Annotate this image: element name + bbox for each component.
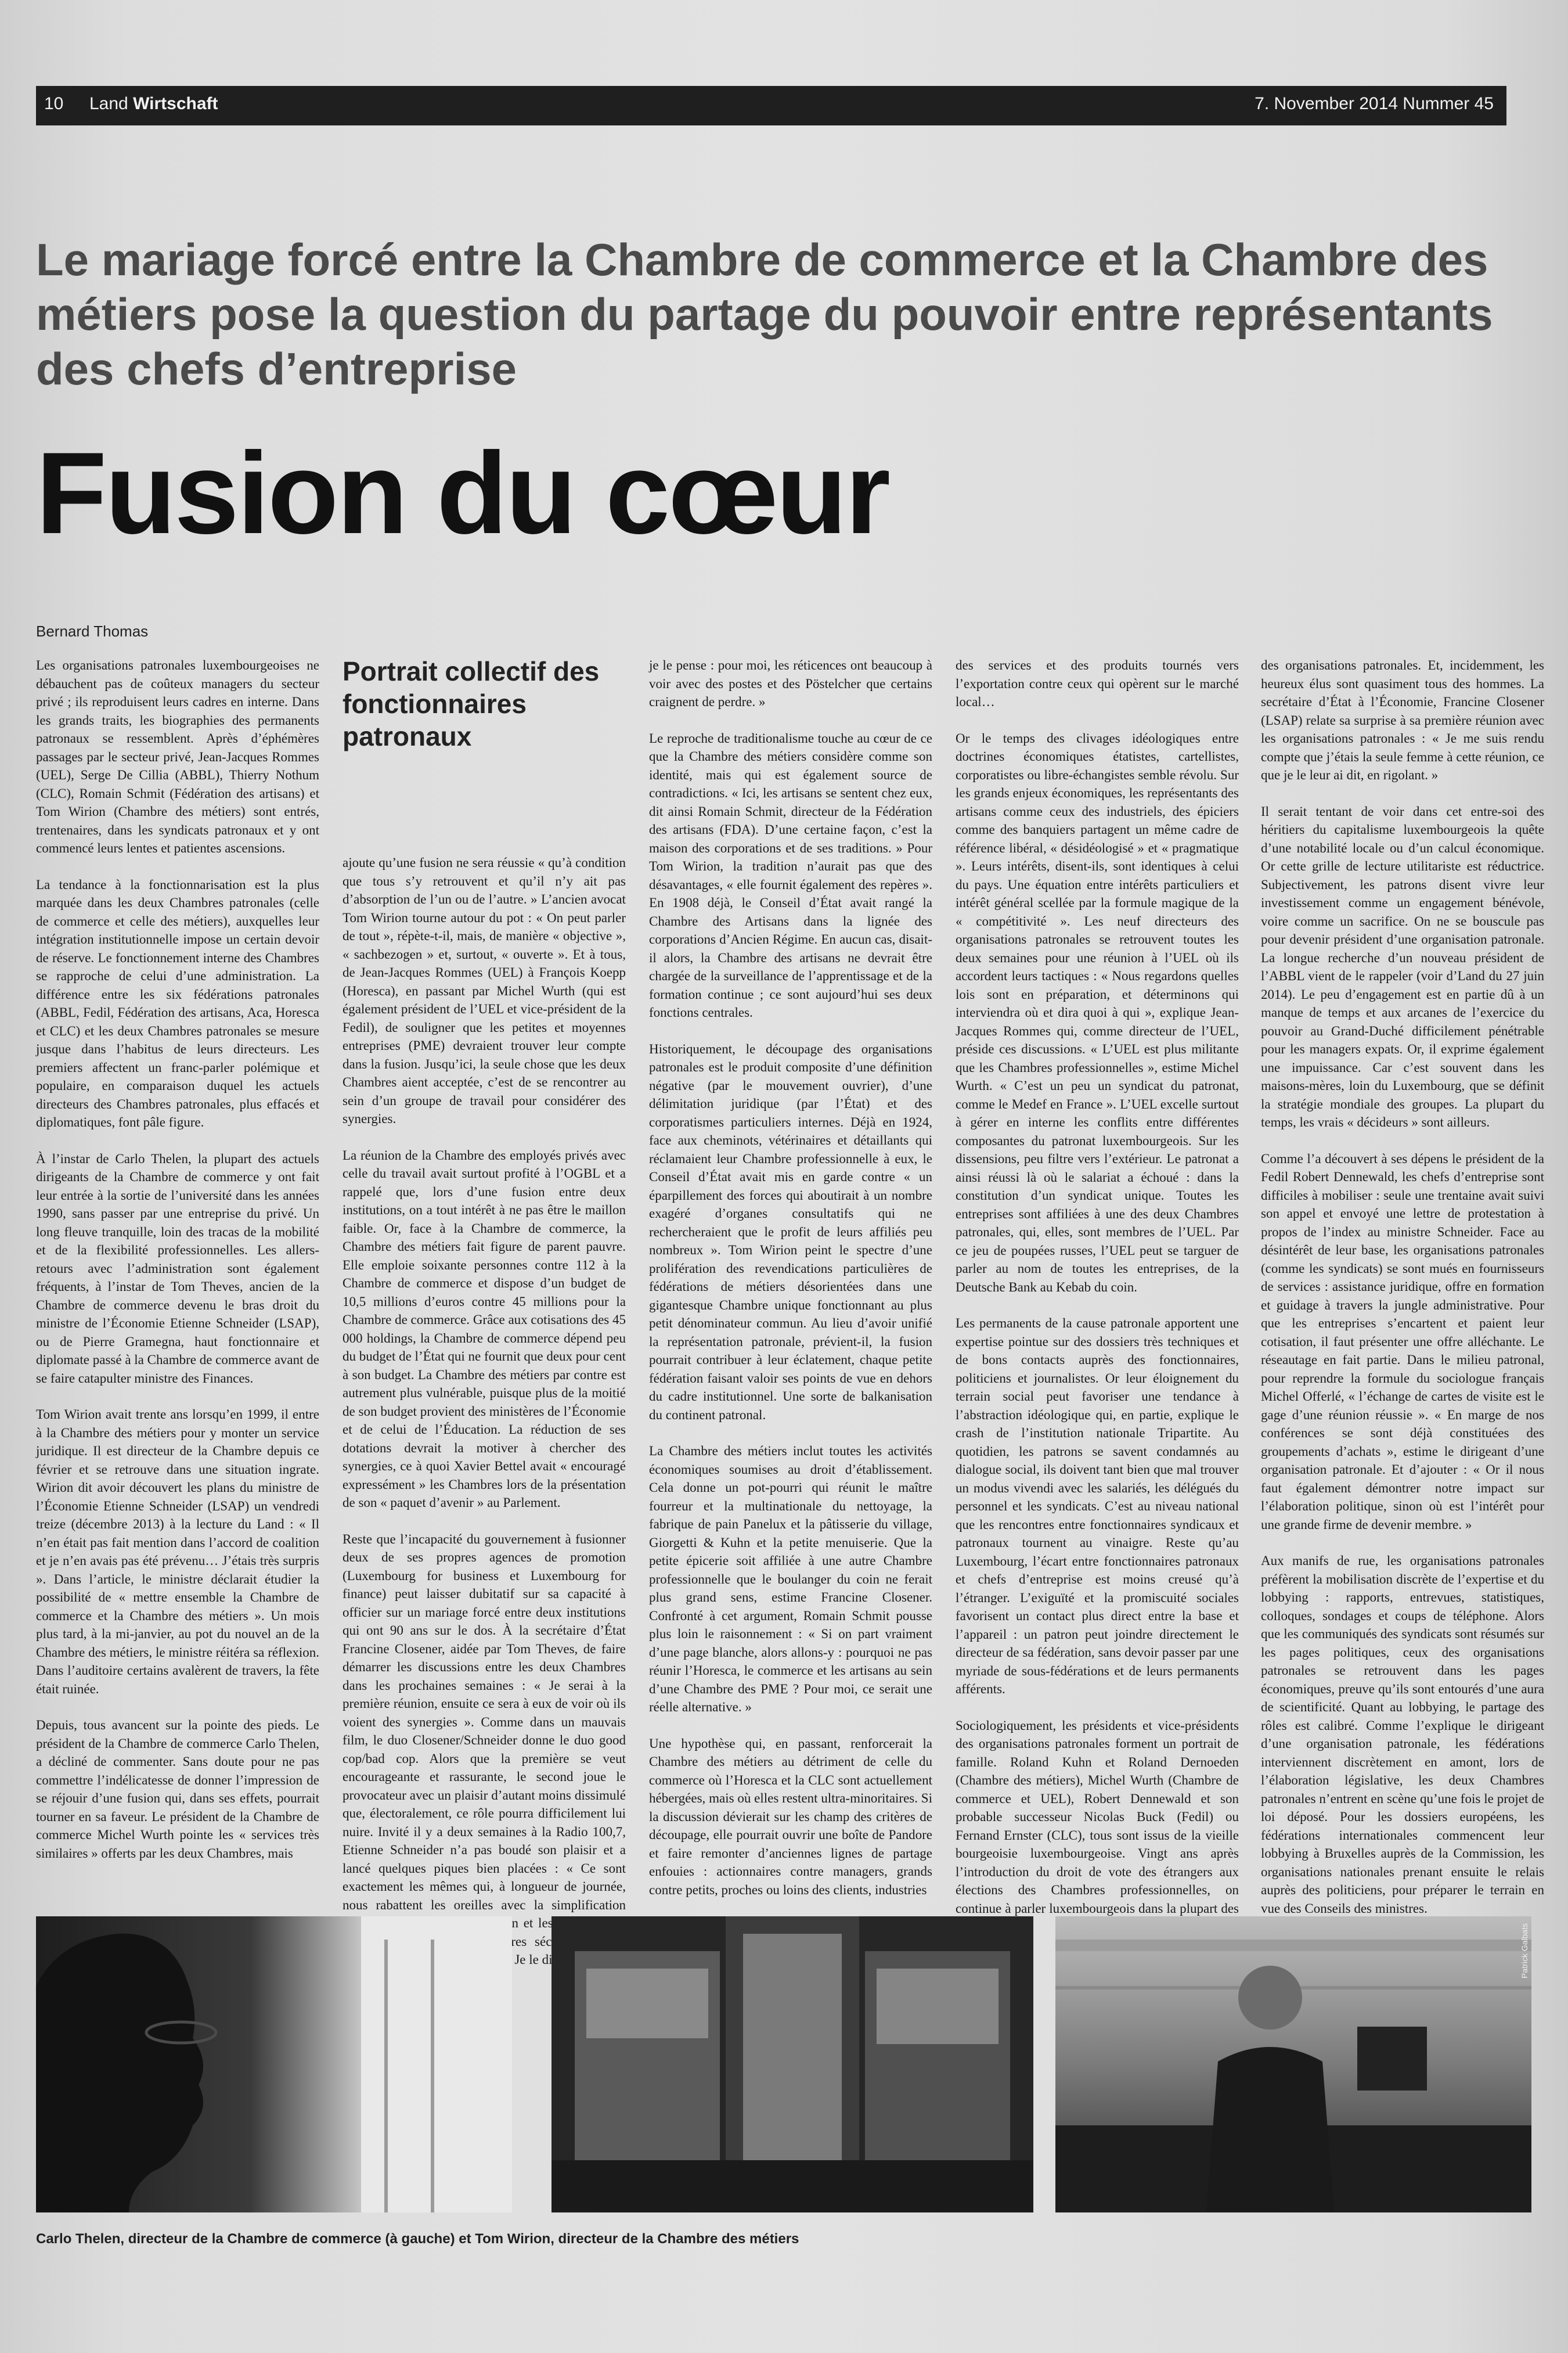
photo-caption: Carlo Thelen, directeur de la Chambre de commerce (à gauche) et Tom Wirion, directeur de la Chambre des métiers — [36, 2231, 799, 2247]
photo-carlo-thelen — [36, 1916, 512, 2212]
paragraph: Sociologiquement, les présidents et vice-présidents des organisations patronales forment un portrait de famille. Roland Kuhn et Roland Dernoeden (Chambre des métiers), Michel Wurth (Chambre de commerce et UEL), Robert Dennewald et son probable successeur Nicolas Buck (Fedil) ou Fernand Ernster (CLC), tous sont issus de la vieille bourgeoisie luxembourgeoise. Vingt ans après l’introduction du droit de vote des étrangers aux élections des Chambres professionnelles, on continue à parler luxembourgeois dans la plupart des — [956, 1718, 1239, 1916]
paragraph: Comme l’a découvert à ses dépens le président de la Fedil Robert Dennewald, les chefs d’entreprise sont difficiles à mobiliser : seule une trentaine avait suivi son appel et envoyé une lettre de protestation à propos de l’index au ministre Schneider. Face au désintérêt de leur base, les organisations patronales (comme les syndicats) se sont mués en fournisseurs de services : assistance juridique, offre en formation et guidage à travers la jungle administrative. Pour que les entreprises s’encartent et paient leur cotisation, il faut présenter une offre alléchante. Le réseautage en fait partie. Dans le milieu patronal, pour reprendre la formule du sociologue français Michel Offerlé, « l’échange de cartes de visite est le gage d’une réunion réussie ». « En marge de nos conférences se sont déjà constituées des groupements d’achats », estime le dirigeant d’une organisation patronale. Et d’ajouter : « Or il nous faut également démontrer notre impact sur l’élaboration politique, sinon où est l’intérêt pour une grande firme de devenir membre. » — [1261, 1151, 1544, 1532]
page-number: 10 — [44, 94, 64, 113]
paragraph: À l’instar de Carlo Thelen, la plupart des actuels dirigeants de la Chambre de commerce y ont fait leur entrée à la sortie de l’université dans les années 1990, sans passer par une entreprise du privé. Un long fleuve tranquille, loin des tracas de la mobilité et de la flexibilité professionnelles. Les allers-retours avec l’administration sont également fréquents, à l’instar de Tom Theves, ancien de la Chambre de commerce devenu le bras droit du ministre de l’Économie Etienne Schneider (LSAP), ou de Pierre Gramegna, haut fonctionnaire et diplomate passé à la Chambre de commerce avant de se faire catapulter ministre des Finances. — [36, 1151, 319, 1386]
paragraph: Il serait tentant de voir dans cet entre-soi des héritiers du capitalisme luxembourgeois la quête d’une notabilité locale ou d’un calcul économique. Or cette grille de lecture utilitariste est réductrice. Subjectivement, les patrons disent vivre leur investissement comme un engagement bénévole, voire comme un sacrifice. On ne se bouscule pas pour devenir président d’une organisation patronale. La longue recherche d’un nouveau président de l’ABBL vient de le rappeler (voir d’Land du 27 juin 2014). Le peu d’engagement est en partie dû à un manque de temps et aux arcanes de l’exercice du pouvoir au Grand-Duché difficilement pénétrable pour les managers expats. Or, il exprime également une impuissance. Car c’est souvent dans les maisons-mères, loin du Luxembourg, que se définit la stratégie mondiale des groupes. La plupart du temps, les vrais « décideurs » sont ailleurs. — [1261, 804, 1544, 1129]
article-byline: Bernard Thomas — [36, 623, 149, 640]
paragraph: Tom Wirion avait trente ans lorsqu’en 1999, il entre à la Chambre des métiers pour y monter un service juridique. Il est directeur de la Chambre depuis ce février et se retrouve dans une situation ingrate. Wirion dit avoir découvert les plans du ministre de l’Économie Etienne Schneider (LSAP) un vendredi treize (décembre 2013) à la lecture du Land : « Il n’en était pas fait mention dans l’accord de coalition et je n’en avais pas été prévenu… J’étais très surpris ». Dans l’article, le ministre déclarait étudier la possibilité de « mettre ensemble la Chambre de commerce et la Chambre des métiers ». Un mois plus tard, à la mi-janvier, au pot du nouvel an de la Chambre des métiers, le ministre réitéra sa réflexion. Dans l’auditoire certains avalèrent de travers, la fête était ruinée. — [36, 1407, 319, 1696]
paragraph: Les permanents de la cause patronale apportent une expertise pointue sur des dossiers très techniques et de bons contacts auprès des fonctionnaires, politiciens et journalistes. Or leur éloignement du terrain social peut favoriser une tendance à l’abstraction idéologique qui, en partie, explique le crash de l’institution nationale Tripartite. Au quotidien, les patrons se savent condamnés au dialogue social, ils doivent tant bien que mal trouver un modus vivendi avec les salariés, les délégués du personnel et les syndicats. C’est au niveau national que les rencontres entre fonctionnaires syndicaux et patronaux tournent au vinaigre. Reste qu’au Luxembourg, l’écart entre fonctionnaires patronaux et chefs d’entreprise est moins creusé qu’à l’étranger. L’exiguïté et la promiscuité sociales favorisent un contact plus direct entre la base et l’appareil : un patron peut joindre directement le directeur de sa fédération, sans devoir passer par une myriade de sous-fédérations et de leurs permanents afférents. — [956, 1316, 1239, 1696]
paragraph: Or le temps des clivages idéologiques entre doctrines économiques étatistes, cartellistes, corporatistes ou libre-échangistes semble révolu. Sur les grands enjeux économiques, les représentants des artisans comme ceux des industriels, des épiciers comme des banquiers partagent un même cadre de référence libéral, « désidéologisé » et « pragmatique ». Leurs intérêts, disent-ils, sont identiques à celui du pays. Une équation entre intérêts particuliers et intérêt général scellée par la formule magique de la « compétitivité ». Les neuf directeurs des organisations patronales se retrouvent toutes les deux semaines pour une réunion à l’UEL où ils accordent leurs tactiques : « Nous regardons quelles lois sont en préparation, et déterminons qui interviendra où et dira quoi à qui », explique Jean-Jacques Rommes qui, comme directeur de l’UEL, préside ces discussions. « L’UEL est plus militante que les Chambres professionnelles », estime Michel Wurth. « C’est un peu un syndicat du patronat, comme le Medef en France ». L’UEL excelle surtout à gérer en interne les conflits entre différentes composantes du patronat luxembourgeois. Sur les dissensions, peu filtre vers l’extérieur. Le patronat a ainsi réussi là où le salariat a échoué : dans la constitution d’un syndicat unique. Toutes les entreprises sont affiliées à une des deux Chambres patronales, qui, elles, sont membres de l’UEL. Par ce jeu de poupées russes, l’UEL peut se targuer de parler au nom de toutes les entreprises, de la Deutsche Bank au Kebab du coin. — [956, 731, 1239, 1294]
paragraph: La tendance à la fonctionnarisation est la plus marquée dans les deux Chambres patronales (celle de commerce et celle des métiers), auxquelles leur intégration institutionnelle impose un certain devoir de réserve. Le fonctionnement interne des Chambres se rapproche de celui d’une administration. La différence entre les six fédérations patronales (ABBL, Fedil, Fédération des artisans, Aca, Horesca et CLC) et les deux Chambres patronales se mesure jusque dans l’habitus de leurs directeurs. Les premiers affectent un franc-parler polémique et populaire, en comparaison duquel les actuels directeurs des Chambres patronales, plus effacés et diplomatiques, font pâle figure. — [36, 877, 319, 1129]
paragraph: La Chambre des métiers inclut toutes les activités économiques soumises au droit d’établissement. Cela donne un pot-pourri qui réunit le maître fourreur et la multinationale du nettoyage, la fabrique de pain Panelux et la pâtisserie du village, Giorgetti & Kuhn et la petite menuiserie. Que la petite épicerie soit affiliée à une autre Chambre professionnelle que le boulanger du coin ne ferait plus grand sens, estime Francine Closener. Confronté à cet argument, Romain Schmit pousse plus loin le raisonnement : « Si on part vraiment d’une page blanche, alors allons-y : pourquoi ne pas réunir l’Horesca, le commerce et les artisans au sein d’une Chambre des PME ? Pour moi, ce serait une réelle alternative. » — [649, 1444, 932, 1714]
paragraph: des services et des produits tournés vers l’exportation contre ceux qui opèrent sur le marché local… — [956, 658, 1239, 709]
article-column-2 — [343, 854, 626, 1987]
publication-name: Land — [89, 94, 128, 113]
portrait-at-desk — [1055, 1916, 1531, 2212]
article-column-5 — [1261, 656, 1544, 1935]
office-scene — [551, 1916, 1033, 2212]
paragraph: ajoute qu’une fusion ne sera réussie « qu’à condition que tous s’y retrouvent et qu’il n’y ait pas d’absorption de l’un ou de l’autre. » L’ancien avocat Tom Wirion tourne autour du pot : « On peut parler de tout », répète-t-il, mais, de manière « objective », « sachbezogen » et, surtout, « ouverte ». Et à tous, de Jean-Jacques Rommes (UEL) à François Koepp (Horesca), en passant par Michel Wurth (qui est également président de l’UEL et vice-président de la Fedil), de souligner que les petites et moyennes entreprises (PME) devraient trouver leur compte dans la fusion. Jusqu’ici, la seule chose que les deux Chambres aient acceptée, c’est de se rencontrer au sein d’un groupe de travail pour considérer des synergies. — [343, 855, 626, 1126]
article-column-1 — [36, 656, 319, 1880]
paragraph: Une hypothèse qui, en passant, renforcerait la Chambre des métiers au détriment de celle du commerce où l’Horesca et la CLC sont actuellement hébergées, mais où elles restent ultra-minoritaires. Si la discussion dévierait sur les champ des critères de découpage, elle pourrait ouvrir une boîte de Pandore et faire remonter d’anciennes lignes de partage enfouies : actionnaires contre managers, grands contre petits, proches ou loins des clients, industries — [649, 1736, 932, 1897]
paragraph: La réunion de la Chambre des employés privés avec celle du travail avait surtout profité à l’OGBL et a rappelé que, lors d’une fusion entre deux institutions, on a tout intérêt à ne pas être le maillon faible. Or, face à la Chambre de commerce, la Chambre des métiers fait figure de parent pauvre. Elle emploie soixante personnes contre 112 à la Chambre de commerce et dispose d’un budget de 10,5 millions d’euros contre 45 millions pour la Chambre de commerce. Grâce aux cotisations des 45 000 holdings, la Chambre de commerce dépend peu du budget de l’État qui ne fournit que deux pour cent à son budget. La Chambre des métiers par contre est autrement plus vulnérable, puisque plus de la moitié de son budget provient des ministères de l’Économie et de celui de l’Éducation. La réduction de ses dotations devrait la motiver à chercher des synergies, ce à quoi Xavier Bettel avait « encouragé expressément » les Chambres lors de la présentation de son « paquet d’avenir » au Parlement. — [343, 1147, 626, 1510]
article-column-4 — [956, 656, 1239, 1954]
paragraph: Reste que l’incapacité du gouvernement à fusionner deux de ses propres agences de promotion (Luxembourg for business et Luxembourg for finance) peut laisser dubitatif sur sa capacité à officier sur un mariage forcé entre deux institutions qui ont 90 ans sur le dos. À la secrétaire d’État Francine Closener, aidée par Tom Theves, de faire démarrer les discussions entre les deux Chambres dans les prochaines semaines : « Je serai à la première réunion, ensuite ce sera à eux de voir où ils voient des synergies ». Comme dans un mauvais film, le duo Closener/Schneider donne le duo good cop/bad cop. Alors que la première se veut encourageante et rassurante, le second joue le provocateur avec un plaisir d’autant moins dissimulé que, électoralement, ce rôle pourra difficilement lui nuire. Invité il y a deux semaines à la Radio 100,7, Etienne Schneider n’a pas boudé son plaisir et a lancé quelques piques bien placées : « Ce sont exactement les mêmes qui, à longueur de journée, nous rabattent les oreilles avec la simplification et les Je le dis — [343, 1531, 626, 1967]
issue-date: 7. November 2014 Nummer 45 — [1255, 94, 1494, 113]
section-label — [89, 94, 218, 114]
article-headline: Fusion du cœur — [36, 429, 889, 558]
photo-tom-wirion — [1055, 1916, 1531, 2212]
photo-credit: Patrick Galbats — [1520, 1923, 1529, 1978]
article-column-3 — [649, 656, 932, 1917]
paragraph: je le pense : pour moi, les réticences ont beaucoup à voir avec des postes et des Pöstelcher que certains craignent de perdre. » — [649, 658, 932, 709]
paragraph: Le reproche de traditionalisme touche au cœur de ce que la Chambre des métiers considère comme son identité, mais qui est également source de contradictions. « Ici, les artisans se sentent chez eux, dit ainsi Romain Schmit, directeur de la Fédération des artisans (FDA). D’une certaine façon, c’est la maison des corporations et de ses traditions. » Pour Tom Wirion, la tradition n’aurait pas que des désavantages, « elle fournit également des repères ». En 1908 déjà, le Conseil d’État avait rangé la Chambre des Artisans dans la lignée des corporations d’Ancien Régime. En aucun cas, disait-il alors, la Chambre des artisans ne devrait être chargée de la surveillance de l’apprentissage et de la formation continue ; ce sont aujourd’hui ses deux fonctions centrales. — [649, 731, 932, 1020]
paragraph: Aux manifs de rue, les organisations patronales préfèrent la mobilisation discrète de l’expertise et du lobbying : rapports, entrevues, statistiques, colloques, sondages et coups de téléphone. Alors que les communiqués des syndicats sont résumés sur les pages politiques, ceux des organisations patronales se retrouvent dans les pages économiques, preuve qu’ils sont entourés d’une aura de scientificité. Quant au lobbying, le partage des rôles est calibré. Comme l’explique le dirigeant d’une organisation patronale, les fédérations interviennent discrètement en amont, lors de l’élaboration législative, les deux Chambres patronales n’entrent en scène qu’une fois le projet de loi déposé. Pour les dossiers européens, les fédérations internationales commencent leur lobbying à Bruxelles auprès de la Commission, les organisations nationales prenant ensuite le relais auprès des politiciens, pour préparer le terrain en vue des Conseils des ministres. — [1261, 1553, 1544, 1916]
sidebar-box-title: Portrait collectif des fonctionnaires patronaux — [343, 656, 600, 751]
paragraph: Historiquement, le découpage des organisations patronales est le produit composite d’une définition négative (par le mouvement ouvrier), d’une délimitation juridique (par l’État) et des corporatismes particuliers internes. Déjà en 1924, face aux cheminots, vétérinaires et détaillants qui réclamaient leur Chambre professionnelle à eux, le Conseil d’État avait mis en garde contre « un éparpillement des forces qui aboutirait à un nombre exagéré d’organes consultatifs qui ne rechercheraient que le profit de leurs affiliés peu nombreux ». Tom Wirion peint le spectre d’une prolifération des revendications particulières de fédérations de métiers désorientées dans une gigantesque Chambre unique fonctionnant au plus petit dénominateur commun. Au lieu d’avoir unifié la représentation patronale, prévient-il, la fusion pourrait contribuer à leur éclatement, chaque petite fédération faisant valoir ses points de vue en dehors du cadre institutionnel. Une sorte de balkanisation du continent patronal. — [649, 1041, 932, 1422]
photo-office-interior — [551, 1916, 1033, 2212]
portrait-silhouette — [36, 1916, 512, 2212]
paragraph: Les organisations patronales luxembourgeoises ne débauchent pas de coûteux managers du secteur privé ; ils reproduisent leurs cadres en interne. Dans les grands traits, les biographies des permanents patronaux se ressemblent. Après d’éphémères passages par le secteur privé, Jean-Jacques Rommes (UEL), Serge De Cillia (ABBL), Thierry Nothum (CLC), Romain Schmit (Fédération des artisans) et Tom Wirion (Chambre des métiers) sont entrés, trentenaires, dans les syndicats patronaux et y ont commencé leurs lentes et patientes ascensions. — [36, 658, 319, 855]
article-kicker: Le mariage forcé entre la Chambre de commerce et la Chambre des métiers pose la question du partage du pouvoir entre représentants des chefs d’entreprise — [36, 234, 1493, 394]
paragraph: Depuis, tous avancent sur la pointe des pieds. Le président de la Chambre de commerce Carlo Thelen, a décliné de commenter. Sans doute pour ne pas commettre l’indélicatesse de donner l’impression de se réjouir d’une fusion qui, dans ses effets, pourrait tourner en sa faveur. Le président de la Chambre de commerce Michel Wurth pointe les « services très similaires » offerts par les deux Chambres, mais — [36, 1718, 319, 1861]
page-header — [36, 86, 1506, 125]
paragraph: des organisations patronales. Et, incidemment, les heureux élus sont quasiment tous des hommes. La secrétaire d’État à l’Économie, Francine Closener (LSAP) relate sa surprise à sa première réunion avec les organisations patronales : « Je me suis rendu compte que j’étais la seule femme à cette réunion, ce que je le leur ai dit, en rigolant. » — [1261, 658, 1544, 782]
section-name: Wirtschaft — [133, 94, 218, 113]
